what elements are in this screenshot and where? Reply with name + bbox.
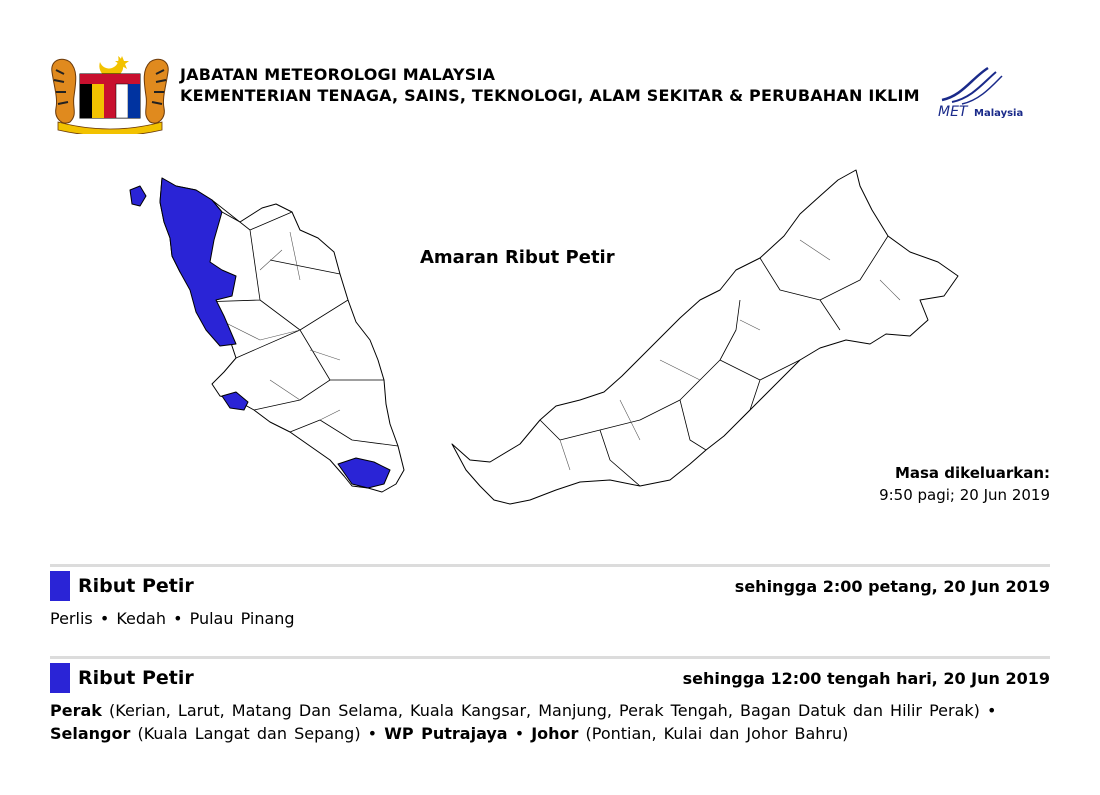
warning-color-swatch [50,571,70,601]
warning-type: Ribut Petir [78,667,194,689]
organization-name [180,64,920,106]
issued-label: Masa dikeluarkan: [894,464,1050,482]
warning-block [50,656,1050,745]
warning-header [50,567,1050,603]
area-state: Pulau Pinang [189,609,295,628]
map-borneo [452,170,958,504]
area-state: Selangor [50,724,131,743]
warning-areas: Perak (Kerian, Larut, Matang Dan Selama, Kuala Kangsar, Manjung, Perak Tengah, Bagan Datuk dan Hilir Perak) • Selangor (Kuala Langat dan Sepang) • WP Putrajaya • Johor (Pontian, Kulai dan Johor Bahru) [50,701,997,743]
org-line-1: JABATAN METEOROLOGI MALAYSIA [180,65,496,84]
warning-header [50,659,1050,695]
issued-time [879,462,1050,506]
area-detail: (Pontian, Kulai dan Johor Bahru) [585,724,849,743]
met-logo-subtext: Malaysia [974,108,1024,119]
org-line-2: KEMENTERIAN TENAGA, SAINS, TEKNOLOGI, ALAM SEKITAR & PERUBAHAN IKLIM [180,86,920,105]
area-detail: (Kuala Langat dan Sepang) [137,724,361,743]
warning-until: sehingga 12:00 tengah hari, 20 Jun 2019 [682,669,1050,688]
area-detail: (Kerian, Larut, Matang Dan Selama, Kuala Kangsar, Manjung, Perak Tengah, Bagan Datuk dan Hilir Perak) [109,701,980,720]
met-malaysia-logo [932,66,1050,122]
area-state: WP Putrajaya [384,724,508,743]
warning-areas: Perlis • Kedah • Pulau Pinang [50,609,295,628]
issued-value: 9:50 pagi; 20 Jun 2019 [879,486,1050,504]
coat-of-arms-logo [48,52,172,134]
area-state: Johor [531,724,579,743]
area-state: Kedah [116,609,166,628]
warning-color-swatch [50,663,70,693]
warning-block [50,564,1050,630]
area-state: Perlis [50,609,93,628]
map-highlight-island [130,186,146,206]
met-logo-text: MET [938,104,968,120]
warning-until: sehingga 2:00 petang, 20 Jun 2019 [734,577,1050,596]
warning-type: Ribut Petir [78,575,194,597]
header [0,0,1100,140]
area-state: Perak [50,701,102,720]
map-title: Amaran Ribut Petir [420,247,615,268]
